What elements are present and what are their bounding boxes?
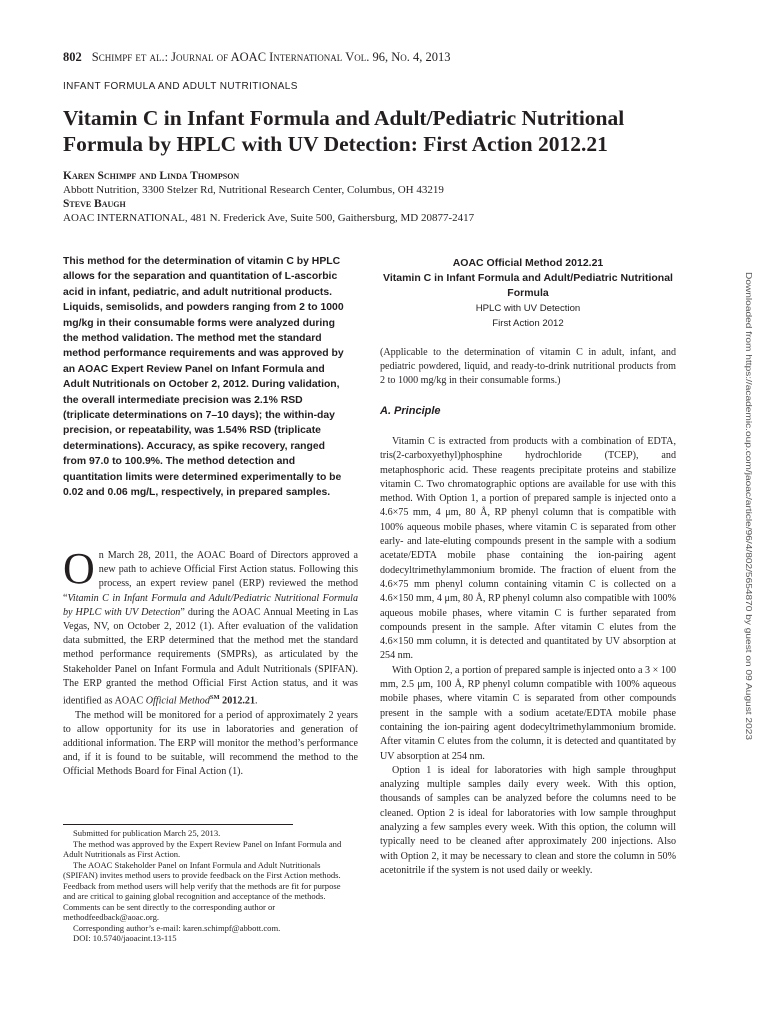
footnote: Corresponding author’s e-mail: karen.schimpf@abbott.com. — [73, 922, 281, 933]
method-status: First Action 2012 — [492, 318, 564, 329]
footnote: The method was approved by the Expert Review Panel on Infant Formula and Adult Nutritionals as First Action. — [63, 838, 342, 859]
intro-paragraph-1: On March 28, 2011, the AOAC Board of Directors approved a new path to achieve Official First Action status. Following this process, an expert review panel (ERP) reviewed the method “Vitamin C in Infant Formula and Adult/Pediatric Nutritional Formula by HPLC with UV Detection” during the AOAC Annual Meeting in Las Vegas, NV, on October 2, 2012 (1). After evaluation of the validation data submitted, the ERP determined that the method met the standard method performance requirements (SMPRs), as articulated by the Stakeholder Panel on Infant Formula and Adult Nutritionals (SPIFAN). The ERP granted the method Official First Action status, and it was identified as AOAC Official Method℠ 2012.21. — [63, 544, 359, 707]
principle-body — [380, 435, 676, 878]
principle-paragraph: Vitamin C is extracted from products with a combination of EDTA, tris(2-carboxyethyl)phosphine hydrochloride (TCEP), and metaphosphoric acid. These reagents precipitate proteins and stabilize vitamin C. Two chromatographic options are available for use with this method. With Option 1, a portion of prepared sample is injected onto a 4.6×75 mm, 4 μm, 80 Å, RP phenyl column that is compatible with 100% aqueous mobile phases, where vitamin C is separated from other early- and late-eluting compounds present in the sample with a sodium acetate/EDTA mobile phase containing the ion-pairing agent dodecyltrimethylammonium bromide. The fraction of eluent from the 4.6×75 mm phenyl column containing vitamin C is collected on a 4.6×150 mm, 4 μm, 80 Å, RP phenyl column also compatible with 100% aqueous mobile phases, where vitamin C is further separated from compounds present in the sample. After vitamin C elutes from the 4.6×150 mm column, it is detected and quantitated by UV absorption at 254 nm. — [380, 436, 676, 662]
introduction — [63, 544, 359, 780]
intro-paragraph-2: The method will be monitored for a period of approximately 2 years to allow opportunity for its use in laboratories and generation of additional information. The ERP will monitor the method’s performance and, if it is found to be suitable, will recommend the method to the Official Methods Board for Final Action (1). — [63, 709, 358, 778]
footnote: The AOAC Stakeholder Panel on Infant Formula and Adult Nutritionals (SPIFAN) invites method users to provide feedback on the First Action methods. Feedback from method users will help verify that the methods are fit for purpose and are critical to gaining global recognition and acceptance of the methods. Comments can be sent directly to the corresponding author or methodfeedback@aoac.org. — [63, 859, 341, 922]
method-technique: HPLC with UV Detection — [475, 303, 581, 314]
article-title: Vitamin C in Infant Formula and Adult/Pediatric Nutritional Formula by HPLC with UV Detection: First Action 2012.21 — [63, 106, 625, 156]
running-head — [63, 50, 703, 65]
applicability-statement: (Applicable to the determination of vitamin C in adult, infant, and pediatric powdered, liquid, and ready-to-drink nutritional products from 2 to 1000 mg/kg in their consumable forms.) — [380, 347, 676, 387]
footnotes — [63, 828, 353, 944]
page-number: 802 — [63, 50, 82, 64]
principle-heading: A. Principle — [380, 405, 441, 417]
abstract: This method for the determination of vitamin C by HPLC allows for the separation and quantitation of L-ascorbic acid in infant, pediatric, and adult nutritional products. Liquids, semisolids, and powders ranging from 2 to 1000 mg/kg in their consumable forms were analyzed during the method validation. The method met the standard method performance requirements and was approved by an AOAC Expert Review Panel on Infant Formula and Adult Nutritionals on October 2, 2012. During validation, the overall intermediate precision was 2.1% RSD (triplicate determinations on 7–10 days); the within-day precision, or repeatability, was 1.54% RSD (triplicate determinations). Accuracy, as spike recovery, ranged from 97.0 to 100.9%. The method detection and quantitation limits were determined experimentally to be 0.02 and 0.06 mg/L, respectively, in prepared samples. — [63, 256, 344, 499]
method-title-italic: Vitamin C in Infant Formula and Adult/Pediatric Nutritional Formula by HPLC with UV Detection — [63, 592, 358, 618]
author-affiliation-1: Abbott Nutrition, 3300 Stelzer Rd, Nutritional Research Center, Columbus, OH 43219 — [63, 184, 444, 196]
drop-cap: O — [63, 544, 95, 593]
download-watermark — [737, 272, 754, 742]
author-names-2: Steve Baugh — [63, 198, 126, 210]
footnote: Submitted for publication March 25, 2013. — [73, 828, 221, 838]
section-heading: INFANT FORMULA AND ADULT NUTRITIONALS — [63, 81, 298, 92]
footnote: DOI: 10.5740/jaoacint.13-115 — [73, 933, 177, 943]
principle-paragraph: With Option 2, a portion of prepared sample is injected onto a 3 × 100 mm, 2.5 μm, 100 Å, RP phenyl column compatible with 100% aqueous mobile phases, where vitamin C is separated from other compounds present in the sample with a sodium acetate/EDTA mobile phase containing the ion-pairing agent dodecyltrimethylammonium bromide. After vitamin C elutes from the column, it is detected and quantitated by UV absorption at 254 nm. — [380, 664, 676, 762]
method-title: Vitamin C in Infant Formula and Adult/Pediatric Nutritional Formula — [383, 272, 673, 299]
method-header — [380, 256, 676, 331]
method-number: AOAC Official Method 2012.21 — [452, 257, 604, 269]
footnote-divider — [63, 824, 293, 825]
author-affiliation-2: AOAC INTERNATIONAL, 481 N. Frederick Ave, Suite 500, Gaithersburg, MD 20877-2417 — [63, 212, 475, 224]
download-note: Downloaded from https://academic.oup.com/jaoac/article/96/4/802/5654870 by guest on 09 August 2023 — [744, 272, 754, 669]
journal-citation: Schimpf et al.: Journal of AOAC International Vol. 96, No. 4, 2013 — [91, 50, 451, 64]
author-names-1: Karen Schimpf and Linda Thompson — [63, 170, 240, 182]
principle-paragraph: Option 1 is ideal for laboratories with high sample throughput analyzing multiple samples daily every week. With this option, thousands of samples can be analyzed before the columns need to be cleaned. Option 2 is ideal for laboratories with low sample throughput analyzing a few samples every week. With this option, the column will typically need to be cleaned after approximately 200 injections. Also with Option 2, it may be necessary to clean and store the column in 50% acetonitrile if the system is not used daily or weekly. — [380, 764, 676, 876]
